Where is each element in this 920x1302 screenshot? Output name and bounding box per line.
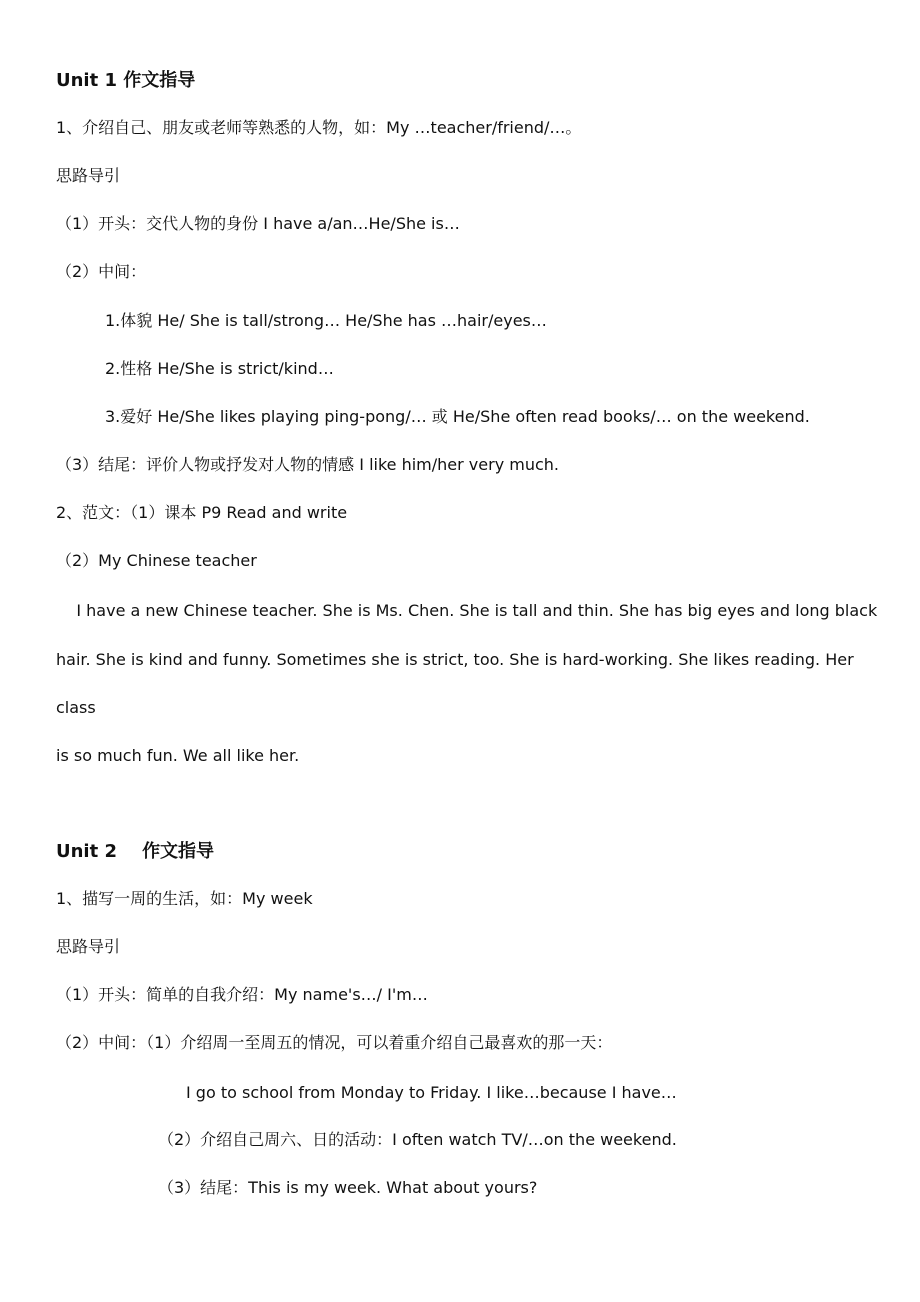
unit2-heading: Unit 2 作文指导	[56, 841, 215, 862]
unit1-middle-point-personality: 2.性格 He/She is strict/kind…	[105, 359, 334, 378]
unit2-item1: 1、描写一周的生活，如：My week	[56, 889, 313, 908]
unit1-item1: 1、介绍自己、朋友或老师等熟悉的人物，如：My …teacher/friend/…。	[56, 118, 582, 137]
unit2-ending: （3）结尾：This is my week. What about yours?	[158, 1178, 538, 1197]
unit1-sample-line: hair. She is kind and funny. Sometimes she is strict, too. She is hard-working. She likes reading. Her	[56, 650, 854, 669]
unit1-sample-line: class	[56, 698, 96, 717]
unit2-guide-title: 思路导引	[56, 937, 121, 956]
unit1-sample-line: is so much fun. We all like her.	[56, 746, 300, 765]
unit2-middle-example: I go to school from Monday to Friday. I like…because I have…	[186, 1083, 677, 1102]
unit1-sample-line: I have a new Chinese teacher. She is Ms. Chen. She is tall and thin. She has big eyes and long black	[56, 601, 878, 620]
unit1-middle: （2）中间：	[56, 262, 147, 281]
unit2-middle: （2）中间：（1）介绍周一至周五的情况，可以着重介绍自己最喜欢的那一天：	[56, 1033, 613, 1052]
unit2-opening: （1）开头：简单的自我介绍：My name's…/ I'm…	[56, 985, 428, 1004]
unit1-ending: （3）结尾：评价人物或抒发对人物的情感 I like him/her very much.	[56, 455, 559, 474]
unit1-opening: （1）开头：交代人物的身份 I have a/an…He/She is…	[56, 214, 460, 233]
unit2-middle-weekend: （2）介绍自己周六、日的活动：I often watch TV/…on the weekend.	[158, 1130, 677, 1149]
unit1-sample-title: （2）My Chinese teacher	[56, 551, 257, 570]
unit1-sample-intro: 2、范文：（1）课本 P9 Read and write	[56, 503, 348, 522]
unit1-middle-point-hobby: 3.爱好 He/She likes playing ping-pong/… 或 He/She often read books/… on the weekend.	[105, 407, 810, 426]
unit1-middle-point-appearance: 1.体貌 He/ She is tall/strong… He/She has …hair/eyes…	[105, 311, 547, 330]
unit1-heading: Unit 1 作文指导	[56, 70, 196, 91]
unit1-guide-title: 思路导引	[56, 166, 121, 185]
